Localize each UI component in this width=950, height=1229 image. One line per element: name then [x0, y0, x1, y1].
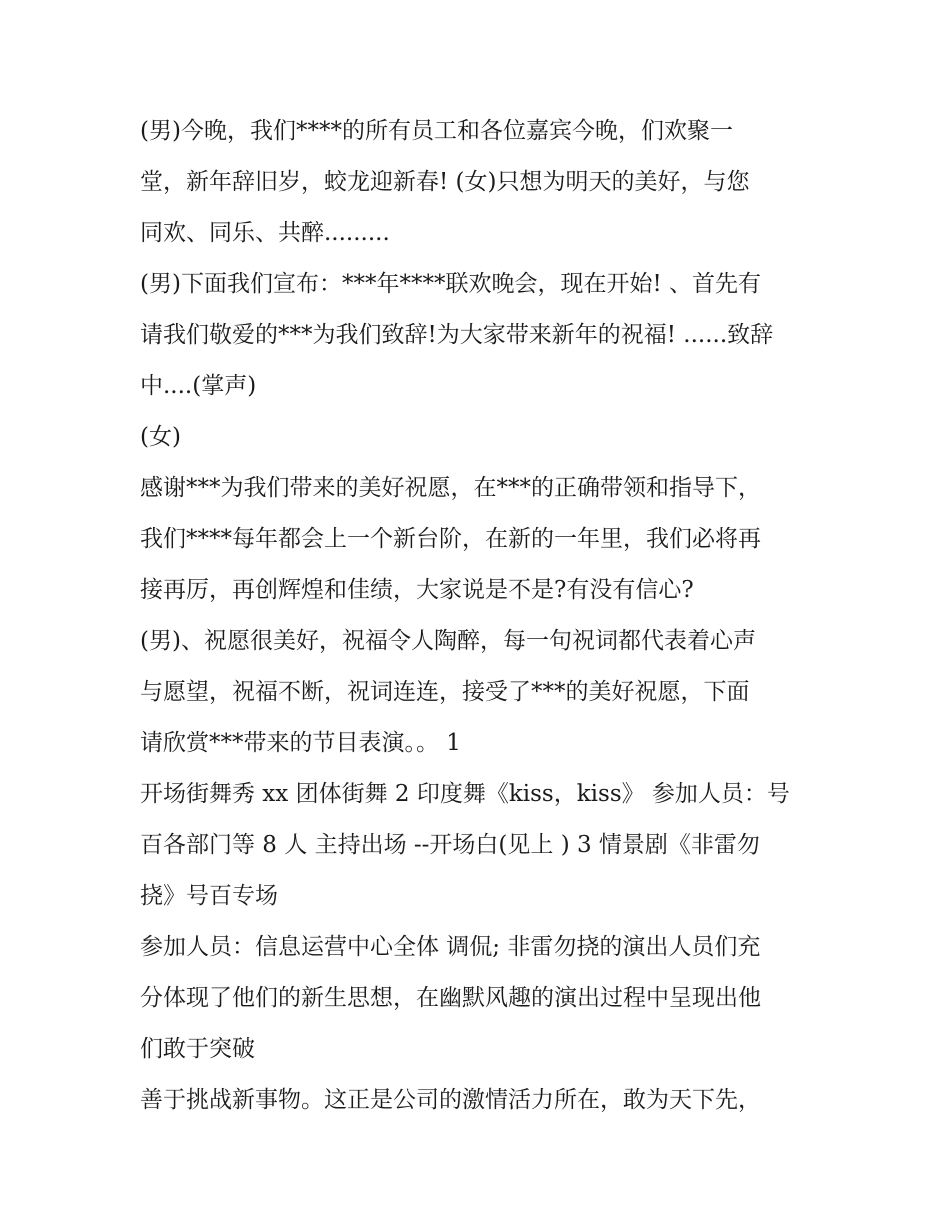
text-line: 开场街舞秀 xx 团体街舞 2 印度舞《kiss，kiss》 参加人员：号	[140, 781, 790, 807]
text-line: 挠》号百专场	[140, 883, 278, 909]
text-line: 堂，新年辞旧岁，蛟龙迎新春! (女)只想为明天的美好，与您	[140, 169, 750, 195]
text-line: 感谢***为我们带来的美好祝愿，在***的正确带领和指导下，	[140, 475, 761, 501]
text-line: 同欢、同乐、共醉.........	[140, 220, 390, 246]
text-line: 百各部门等 8 人 主持出场 --开场白(见上 ) 3 情景剧《非雷勿	[140, 832, 760, 858]
text-line: (男)下面我们宣布：***年****联欢晚会，现在开始! 、首先有	[140, 271, 761, 297]
text-line: (女)	[140, 424, 181, 450]
text-line: 请我们敬爱的***为我们致辞!为大家带来新年的祝福! ......致辞	[140, 322, 774, 348]
text-line: 分体现了他们的新生思想，在幽默风趣的演出过程中呈现出他	[140, 985, 761, 1011]
text-line: 善于挑战新事物。这正是公司的激情活力所在，敢为天下先，	[140, 1087, 761, 1113]
text-line: (男)今晚，我们****的所有员工和各位嘉宾今晚，们欢聚一	[140, 118, 733, 144]
text-line: 中....(掌声)	[140, 373, 257, 399]
text-line: (男)、祝愿很美好，祝福令人陶醉，每一句祝词都代表着心声	[140, 628, 756, 654]
text-line: 参加人员：信息运营中心全体 调侃; 非雷勿挠的演出人员们充	[140, 934, 761, 960]
text-line: 们敢于突破	[140, 1036, 255, 1062]
text-line: 我们****每年都会上一个新台阶，在新的一年里，我们必将再	[140, 526, 761, 552]
text-line: 接再厉，再创辉煌和佳绩，大家说是不是?有没有信心?	[140, 577, 694, 603]
text-line: 请欣赏***带来的节目表演。。 1	[140, 730, 461, 756]
text-line: 与愿望，祝福不断，祝词连连，接受了***的美好祝愿，下面	[140, 679, 750, 705]
